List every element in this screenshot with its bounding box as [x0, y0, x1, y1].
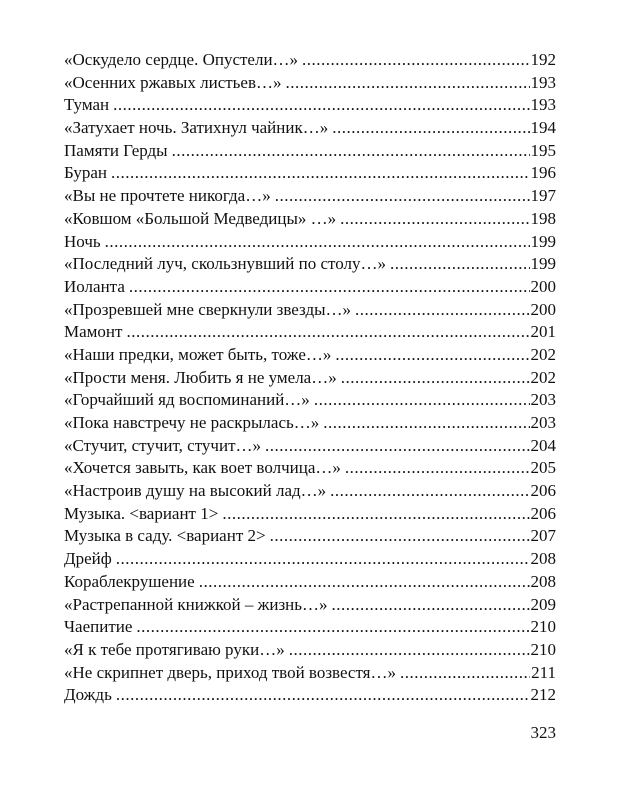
toc-entry-page: 198: [530, 208, 556, 228]
toc-dot-leader: [286, 72, 530, 95]
toc-entry-page: 199: [530, 254, 556, 274]
toc-entry-title: Памяти Герды: [64, 140, 168, 160]
toc-entry-title: Музыка в саду. <вариант 2>: [64, 526, 266, 546]
toc-dot-leader: [390, 253, 530, 276]
toc-entry: [64, 253, 556, 276]
toc-dot-leader: [270, 525, 530, 548]
toc-entry-title: Иоланта: [64, 276, 125, 296]
toc-entry-title: Туман: [64, 95, 110, 115]
toc-entry-title: «Растрепанной книжкой – жизнь…»: [64, 594, 328, 614]
toc-dot-leader: [265, 435, 530, 458]
toc-dot-leader: [275, 185, 530, 208]
toc-entry-page: 208: [530, 549, 556, 569]
toc-entry-page: 200: [530, 276, 556, 296]
toc-entry: [64, 72, 556, 95]
toc-dot-leader: [116, 684, 530, 707]
toc-entry-title: «Наши предки, может быть, тоже…»: [64, 344, 332, 364]
toc-entry: [64, 480, 556, 503]
toc-dot-leader: [400, 662, 530, 685]
toc-entry-page: 209: [530, 594, 556, 614]
toc-entry-page: 212: [530, 685, 556, 705]
toc-entry-page: 206: [530, 481, 556, 501]
toc-entry-title: Ночь: [64, 231, 101, 251]
toc-entry-page: 203: [530, 390, 556, 410]
toc-entry: [64, 231, 556, 254]
toc-entry: [64, 367, 556, 390]
toc-entry: [64, 94, 556, 117]
toc-entry-page: 199: [530, 231, 556, 251]
toc-dot-leader: [355, 299, 529, 322]
toc-entry-page: 196: [530, 163, 556, 183]
toc-dot-leader: [302, 49, 529, 72]
toc-dot-leader: [199, 571, 530, 594]
toc-entry-page: 195: [530, 140, 556, 160]
toc-entry-title: Музыка. <вариант 1>: [64, 503, 219, 523]
toc-dot-leader: [289, 639, 530, 662]
page-number: 323: [530, 723, 556, 742]
toc-entry-title: «Вы не прочтете никогда…»: [64, 186, 271, 206]
toc-entry-page: 210: [530, 617, 556, 637]
toc-entry-page: 192: [530, 50, 556, 69]
toc-dot-leader: [222, 503, 529, 526]
toc-dot-leader: [314, 389, 530, 412]
toc-entry: [64, 525, 556, 548]
toc-entry-title: «Стучит, стучит, стучит…»: [64, 435, 261, 455]
toc-entry-page: 203: [530, 413, 556, 432]
toc-entry-page: 193: [530, 95, 556, 115]
table-of-contents: [64, 49, 556, 707]
toc-dot-leader: [332, 594, 530, 617]
toc-entry-title: Чаепитие: [64, 617, 133, 637]
toc-entry-page: 210: [530, 639, 556, 659]
toc-entry-title: Буран: [64, 163, 107, 183]
toc-entry-page: 205: [530, 458, 556, 478]
toc-entry: [64, 662, 556, 685]
toc-entry-title: «Прости меня. Любить я не умела…»: [64, 367, 337, 387]
toc-entry-page: 211: [531, 662, 556, 682]
toc-entry: [64, 321, 556, 344]
toc-entry: [64, 344, 556, 367]
toc-entry-page: 193: [530, 72, 556, 92]
toc-entry: [64, 276, 556, 299]
toc-entry: [64, 503, 556, 526]
toc-dot-leader: [129, 276, 530, 299]
toc-entry-title: «Настроив душу на высокий лад…»: [64, 481, 327, 501]
toc-entry-page: 194: [530, 118, 556, 138]
toc-entry: [64, 435, 556, 458]
toc-entry-title: «Оскудело сердце. Опустели…»: [64, 50, 299, 69]
toc-entry-page: 207: [530, 526, 556, 546]
toc-entry-title: «Затухает ночь. Затихнул чайник…»: [64, 118, 329, 138]
toc-dot-leader: [136, 616, 529, 639]
toc-entry-title: Дрейф: [64, 549, 112, 569]
toc-entry-title: Мамонт: [64, 322, 123, 342]
toc-dot-leader: [332, 117, 529, 140]
toc-entry: [64, 389, 556, 412]
toc-entry-page: 201: [530, 322, 556, 342]
toc-dot-leader: [330, 480, 529, 503]
toc-entry: [64, 140, 556, 163]
toc-entry-page: 197: [530, 186, 556, 206]
toc-dot-leader: [172, 140, 530, 163]
toc-entry: [64, 208, 556, 231]
toc-entry-title: «Прозревшей мне сверкнули звезды…»: [64, 299, 352, 319]
toc-dot-leader: [341, 367, 530, 390]
toc-entry: [64, 594, 556, 617]
toc-entry-title: Кораблекрушение: [64, 571, 195, 591]
toc-entry-title: «Пока навстречу не раскрылась…»: [64, 413, 320, 432]
toc-dot-leader: [323, 412, 529, 435]
toc-dot-leader: [335, 344, 529, 367]
toc-dot-leader: [111, 162, 530, 185]
toc-entry: [64, 548, 556, 571]
toc-entry: [64, 299, 556, 322]
toc-entry: [64, 117, 556, 140]
toc-entry: [64, 185, 556, 208]
toc-entry: [64, 571, 556, 594]
toc-dot-leader: [105, 231, 530, 254]
toc-dot-leader: [345, 457, 530, 480]
toc-entry-title: «Горчайший яд воспоминаний…»: [64, 390, 310, 410]
toc-entry-title: «Последний луч, скользнувший по столу…»: [64, 254, 386, 274]
toc-entry-title: «Осенних ржавых листьев…»: [64, 72, 282, 92]
toc-entry-page: 202: [530, 367, 556, 387]
toc-dot-leader: [340, 208, 529, 231]
toc-entry-page: 206: [530, 503, 556, 523]
toc-entry-page: 208: [530, 571, 556, 591]
toc-entry: [64, 162, 556, 185]
toc-dot-leader: [116, 548, 530, 571]
toc-entry-title: «Хочется завыть, как воет волчица…»: [64, 458, 341, 478]
toc-entry-page: 202: [530, 344, 556, 364]
toc-entry: [64, 684, 556, 707]
toc-entry-page: 200: [530, 299, 556, 319]
toc-entry: [64, 412, 556, 435]
toc-entry-page: 204: [530, 435, 556, 455]
toc-entry: [64, 639, 556, 662]
toc-entry-title: Дождь: [64, 685, 112, 705]
toc-entry-title: «Не скрипнет дверь, приход твой возвестя…»: [64, 662, 397, 682]
toc-dot-leader: [113, 94, 529, 117]
toc-entry: [64, 49, 556, 72]
toc-entry-title: «Ковшом «Большой Медведицы» …»: [64, 208, 337, 228]
toc-dot-leader: [126, 321, 529, 344]
toc-entry: [64, 616, 556, 639]
toc-entry-title: «Я к тебе протягиваю руки…»: [64, 639, 285, 659]
toc-entry: [64, 457, 556, 480]
